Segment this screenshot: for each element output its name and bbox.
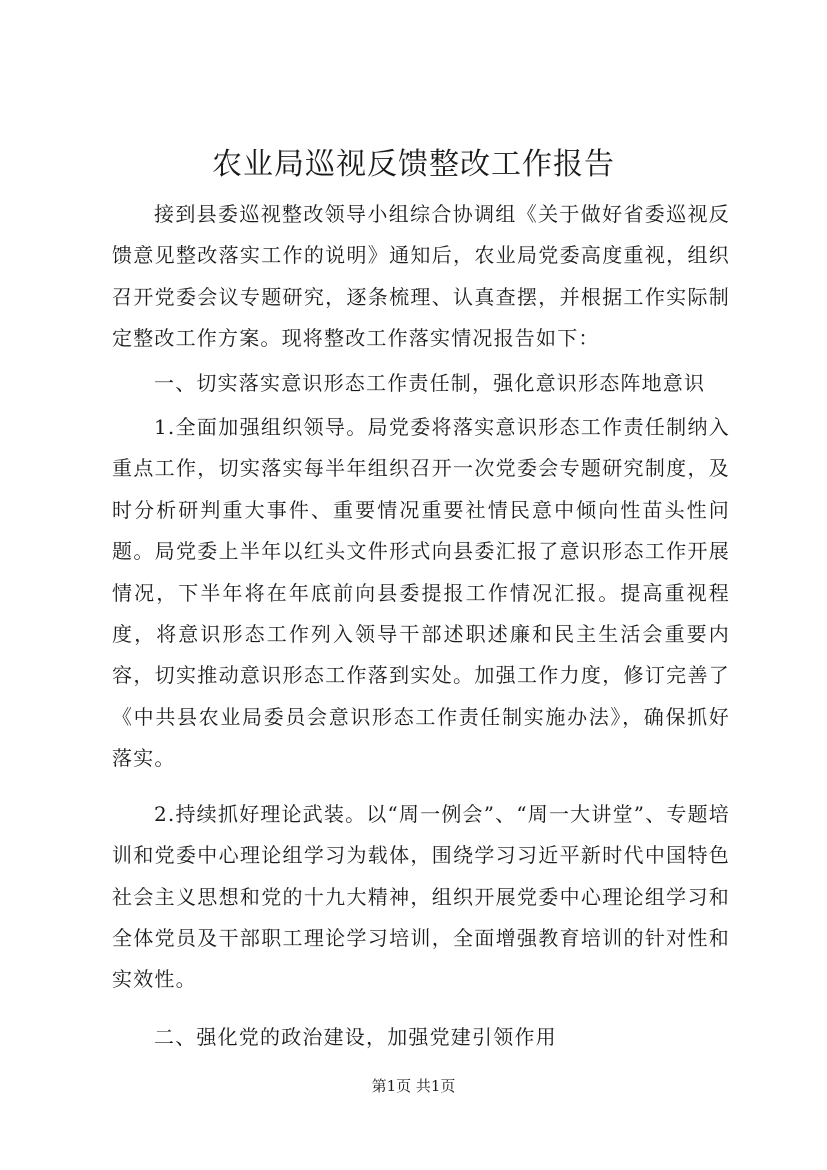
section-heading-1: 一、切实落实意识形态工作责任制，强化意识形态阵地意识: [154, 370, 706, 395]
section-heading-2: 二、强化党的政治建设，加强党建引领作用: [154, 1024, 557, 1049]
item-paragraph-2: 2.持续抓好理论武装。以“周一例会”、“周一大讲堂”、专题培训和党委中心理论组学习为载体，围绕学习习近平新时代中国特色社会主义思想和党的十九大精神，组织开展党委中心理论组学习和全体党员及干部职工理论学习培训，全面增强教育培训的针对性和实效性。: [112, 801, 730, 992]
intro-paragraph: 接到县委巡视整改领导小组综合协调组《关于做好省委巡视反馈意见整改落实工作的说明》通知后，农业局党委高度重视，组织召开党委会议专题研究，逐条梳理、认真查摆，并根据工作实际制定整改工作方案。现将整改工作落实情况报告如下：: [112, 202, 730, 351]
item-paragraph-1: 1.全面加强组织领导。局党委将落实意识形态工作责任制纳入重点工作，切实落实每半年组织召开一次党委会专题研究制度，及时分析研判重大事件、重要情况重要社情民意中倾向性苗头性问题。局党委上半年以红头文件形式向县委汇报了意识形态工作开展情况，下半年将在年底前向县委提报工作情况汇报。提高重视程度，将意识形态工作列入领导干部述职述廉和民主生活会重要内容，切实推动意识形态工作落到实处。加强工作力度，修订完善了《中共县农业局委员会意识形态工作责任制实施办法》，确保抓好落实。: [112, 415, 730, 771]
page-number: 第1页 共1页: [371, 1077, 456, 1095]
document-title: 农业局巡视反馈整改工作报告: [212, 147, 615, 182]
document-body: [112, 194, 730, 1058]
